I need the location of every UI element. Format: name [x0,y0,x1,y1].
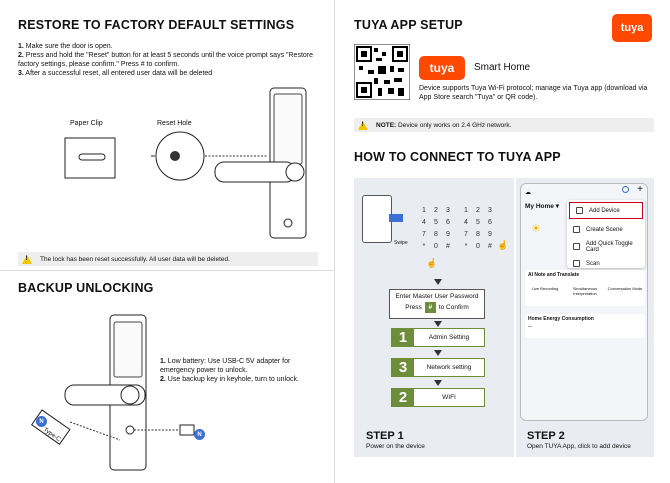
usb-c-adapter [32,410,70,444]
key-7: 7 [422,231,426,238]
step-wifi: 2 WIFI [391,388,485,407]
paper-clip-label: Paper Clip [70,120,103,127]
reset-hole-icon [170,151,180,161]
key-5b: 5 [476,219,480,226]
key-1: 1 [422,207,426,214]
tuya-description: Device supports Tuya Wi-Fi protocol; manage via Tuya app (download via App Store search "Tuya" or QR code). [419,85,648,101]
energy-value: -- [528,324,532,330]
home-title[interactable]: My Home ▾ [525,203,559,210]
energy-title: Home Energy Consumption [528,316,594,322]
restore-step-3: 3. After a successful reset, all entered user data will be deleted [18,70,213,77]
key-5: 5 [434,219,438,226]
mic-icon[interactable] [622,186,629,193]
qr-code [354,44,410,100]
backup-illustration [30,310,230,475]
ai-conversation[interactable]: Conversation Mode [607,286,643,291]
menu-scan[interactable]: Scan [567,255,645,272]
menu-quick-toggle[interactable]: Add Quick Toggle Card [567,238,645,255]
ai-interpretation[interactable]: Simultaneous Interpretation [572,286,598,296]
plus-icon[interactable]: + [637,184,643,195]
key-2: 2 [434,207,438,214]
key-9: 9 [446,231,450,238]
column-divider [334,0,335,483]
scan-icon [573,260,580,267]
reset-illustration [55,80,325,250]
add-device-icon [576,207,583,214]
tuya-setup-title: TUYA APP SETUP [354,18,463,32]
key-hashb: # [488,243,492,250]
tuya-logo-corner: tuya [612,14,652,42]
step-admin-setting: 1 Admin Setting [391,328,485,347]
backup-step-1: 1. Low battery: Use USB-C 5V adapter for emergency power to unlock. [160,358,291,374]
backup-step-2: 2. Use backup key in keyhole, turn to unlock. [160,376,299,383]
restore-steps [18,42,318,78]
menu-create-scene[interactable]: Create Scene [567,221,645,238]
paper-clip-box [65,138,115,178]
key-4b: 4 [464,219,468,226]
key-3b: 3 [488,207,492,214]
restore-step-1: 1. Make sure the door is open. [18,43,113,50]
tuya-logo: tuya [419,56,465,80]
menu-add-device[interactable]: Add Device [569,202,643,219]
reset-hole-label: Reset Hole [157,120,192,127]
n-badge-usb: N [36,416,47,427]
energy-card[interactable] [525,314,645,338]
step-network-setting: 3 Network setting [391,358,485,377]
backup-title: BACKUP UNLOCKING [18,281,154,295]
key-1b: 1 [464,207,468,214]
key-2b: 2 [476,207,480,214]
restore-note: ! The lock has been reset successfully. All user data will be deleted. [18,252,318,266]
ai-live-recording[interactable]: Live Recording [531,286,559,291]
key-9b: 9 [488,231,492,238]
key-0: 0 [434,243,438,250]
app-screen [520,183,648,421]
sun-icon: ☀ [531,223,541,235]
step1-title: STEP 1 [366,430,404,442]
key-star: * [422,243,426,250]
key-8: 8 [434,231,438,238]
warning-icon [358,121,368,130]
key-8b: 8 [476,231,480,238]
hand-tap-icon-2: ☝ [497,240,509,250]
ai-section-title: AI Note and Translate [528,272,580,278]
key-6b: 6 [488,219,492,226]
toggle-card-icon [573,243,580,250]
arrow-down-icon [434,321,442,327]
backup-key-icon [180,425,194,435]
lock-handle [215,162,295,182]
section-divider [0,270,334,271]
warning-icon [22,255,32,264]
add-menu [567,200,645,268]
hash-key-icon: # [425,302,436,313]
swipe-arrow-icon [389,214,403,222]
key-7b: 7 [464,231,468,238]
key-4: 4 [422,219,426,226]
hand-tap-icon: ☝ [426,258,438,268]
key-0b: 0 [476,243,480,250]
step2-title: STEP 2 [527,430,565,442]
restore-step-2: 2. Press and hold the "Reset" button for at least 5 seconds until the voice prompt says "Restore factory settings, please confirm." Press # to confirm. [18,52,314,68]
master-password-box: Enter Master User Password Press # to Confirm [389,289,485,319]
key-6: 6 [446,219,450,226]
app-logo-icon: ☁ [525,190,531,196]
restore-title: RESTORE TO FACTORY DEFAULT SETTINGS [18,18,295,32]
app-name: Smart Home [474,62,531,73]
lock-keypad-device [362,195,392,243]
step1-desc: Power on the device [366,443,425,450]
key-hash: # [446,243,450,250]
arrow-down-icon [434,350,442,356]
scene-icon [573,226,580,233]
swipe-label: Swipe [394,240,408,246]
arrow-down-icon [434,380,442,386]
step2-desc: Open TUYA App, click to add device [527,443,631,450]
key-starb: * [464,243,468,250]
ai-card [525,270,645,306]
lock-panel [274,94,302,164]
arrow-down-icon [434,279,442,285]
key-3: 3 [446,207,450,214]
connect-title: HOW TO CONNECT TO TUYA APP [354,150,561,164]
n-badge-key: N [194,429,205,440]
tuya-note: ! NOTE: Device only works on 2.4 GHz network. [354,118,654,132]
usb-c-label: Type-C [42,426,62,444]
